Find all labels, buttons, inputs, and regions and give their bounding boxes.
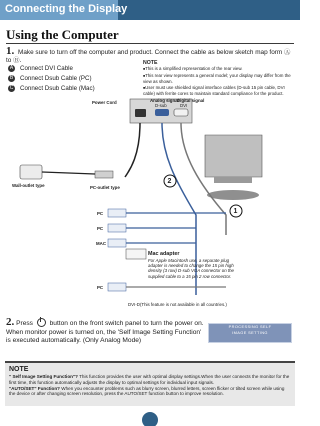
monitor-stand-icon xyxy=(214,177,252,183)
option-label: Connect Dsub Cable (Mac) xyxy=(20,84,95,92)
step2-text xyxy=(6,318,206,346)
option-dsub-mac xyxy=(8,83,95,93)
step2-text-after: button on the front switch panel to turn the power on. When monitor power is turned on, the 'Self Image Setting Function' is executed automatically. (Only Analog Mode) xyxy=(6,320,204,345)
osd-line1: PROCESSING SELF xyxy=(228,324,272,329)
connection-diagram xyxy=(0,95,300,315)
dvi-port-icon xyxy=(174,109,188,116)
note-text: When you encounter problems such as blurry screen, blurred letters, screen flicker or tilted screen while using the device or after changing screen resolution, press the AUTO/SET function button to improve resolution. xyxy=(9,385,285,397)
note-paragraph-1 xyxy=(9,374,291,386)
pc-outlet-icon xyxy=(95,171,113,178)
mac-adapter-icon xyxy=(126,249,146,259)
page-marker xyxy=(142,412,158,426)
note-item: ■ User must use shielded signal interface cables (D-sub 15 pin cable, DVI cable) with ferrite cores to maintain standard compliance for the product. xyxy=(143,85,295,97)
step2-number: 2. xyxy=(6,316,15,328)
note-box-top xyxy=(143,61,295,96)
power-port-icon xyxy=(135,109,146,117)
note-term: " Self Image Setting Function"? xyxy=(9,374,78,379)
monitor-base-icon xyxy=(207,190,259,200)
note-title: NOTE xyxy=(143,60,158,66)
monitor-back-icon xyxy=(205,135,262,177)
note-title: NOTE xyxy=(9,366,29,373)
dsub-port-icon xyxy=(155,109,169,116)
callout-1-label: 1 xyxy=(233,207,238,215)
option-badge: A xyxy=(9,65,14,71)
header-title: Connecting the Display xyxy=(5,3,128,15)
diagram-drawing xyxy=(0,95,300,315)
label-wall-outlet: Wall-outlet type xyxy=(12,183,45,188)
mac-adapter-title: Mac adapter xyxy=(148,251,180,257)
option-label: Connect Dsub Cable (PC) xyxy=(20,74,92,82)
divider xyxy=(6,43,294,44)
label-digital-signal: Digital signal xyxy=(177,98,205,103)
label-analog-signal: Analog signal xyxy=(150,98,179,103)
cable-options xyxy=(8,63,95,93)
power-button-icon xyxy=(37,318,46,327)
option-badge: B xyxy=(9,75,14,81)
section-title: Using the Computer xyxy=(6,27,119,42)
note-paragraph-2 xyxy=(9,386,291,398)
wall-outlet-icon xyxy=(20,165,42,179)
note-text: This function provides the user with optimal display settings.When the user connects the monitor for the first time, this function automatically adjusts the display to optimal settings for individual input signals. xyxy=(9,374,290,385)
label-pc: PC xyxy=(97,211,104,216)
pc-port-icon xyxy=(108,209,126,217)
note-term: "AUTO/SET" Function? xyxy=(9,385,60,391)
step1-number: 1. xyxy=(6,45,15,57)
option-dsub-pc xyxy=(8,73,95,83)
step2-text-before: Press xyxy=(16,320,33,327)
pc-port-icon xyxy=(108,283,126,291)
label-dsub: D-sub xyxy=(155,103,167,108)
label-pc-outlet: PC-outlet type xyxy=(90,185,120,190)
mac-port-icon xyxy=(108,239,126,247)
osd-message xyxy=(208,323,292,343)
option-dvi xyxy=(8,63,95,73)
label-power-cord: Power Cord xyxy=(92,100,117,105)
note-box-bottom xyxy=(5,361,295,406)
pc-port-icon xyxy=(108,224,126,232)
osd-line2: IMAGE SETTING xyxy=(232,330,268,335)
label-pc: PC xyxy=(97,226,104,231)
step1-instruction: Make sure to turn off the computer and product. Connect the cable as below sketch map form Ⓐ to Ⓑ. xyxy=(6,49,291,64)
mac-adapter-text: For Apple Macintosh use, a separate plug adapter is needed to change the 15 pin high density (3 row) D-sub VGA connector on the supplied cable to a 15 pin 2 row connector. xyxy=(148,258,234,279)
callout-2-label: 2 xyxy=(167,177,172,185)
option-badge: C xyxy=(9,85,14,91)
option-label: Connect DVI Cable xyxy=(20,64,73,72)
label-pc: PC xyxy=(97,285,104,290)
label-dvi: DVI xyxy=(180,103,188,108)
dvi-footnote: DVI-D(This feature is not available in all countries.) xyxy=(128,302,227,307)
note-item: ■ This rear view represents a general model; your display may differ from the view as shown. xyxy=(143,73,295,85)
note-item: ■ This is a simplified representation of the rear view. xyxy=(143,66,295,72)
page-header xyxy=(0,0,300,20)
label-mac: MAC xyxy=(96,241,106,246)
